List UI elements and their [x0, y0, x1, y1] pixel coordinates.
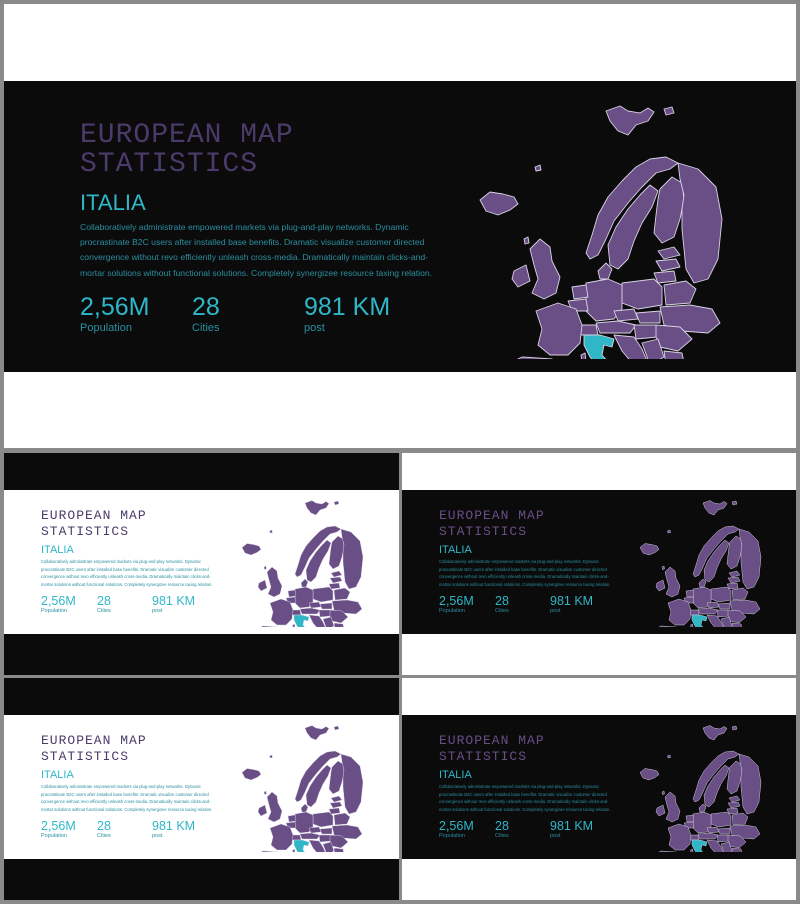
country-name: ITALIA	[41, 769, 74, 781]
description-text: Collaboratively administrate empowered markets via plug-and-play networks. Dynamic procrastinate B2C users after installed base benefits. Dramatic visualize customer directed convergence without revo efficiently unleash cross-media. Dramatically maintain clicks-and-mortar solutions without functional solutions. Completely synergizee resource taxing relation.	[41, 559, 213, 587]
stat-label: Cities	[97, 833, 111, 839]
europe-map-icon	[236, 722, 366, 852]
title-line-2: STATISTICS	[80, 149, 259, 180]
stat-value: 28	[97, 594, 111, 608]
stat-cities	[192, 293, 220, 335]
stat-population	[80, 293, 149, 335]
stat-label: Population	[439, 608, 465, 614]
slide-thumbnail-dark-1[interactable]	[402, 453, 796, 675]
stat-value: 28	[192, 293, 220, 321]
slide-main[interactable]	[4, 4, 796, 448]
title-line-2: STATISTICS	[41, 749, 130, 764]
stat-label: Cities	[495, 833, 509, 839]
europe-map-icon	[236, 497, 366, 627]
title-line-1: EUROPEAN MAP	[41, 733, 147, 748]
stat-value: 2,56M	[41, 594, 76, 608]
stat-post	[152, 819, 195, 840]
slide-content-band	[4, 490, 399, 634]
description-text: Collaboratively administrate empowered markets via plug-and-play networks. Dynamic procrastinate B2C users after installed base benefits. Dramatic visualize customer directed convergence without revo efficiently unleash cross-media. Dramatically maintain clicks-and-mortar solutions without functional solutions. Completely synergizee resource taxing relation.	[80, 222, 433, 278]
stat-post	[152, 594, 195, 615]
stat-label: Population	[80, 322, 132, 334]
stat-value: 981 KM	[550, 594, 594, 608]
slide-title	[439, 733, 545, 765]
title-line-1: EUROPEAN MAP	[439, 508, 545, 523]
slide-content-band	[4, 81, 796, 372]
stat-label: Cities	[97, 608, 111, 614]
description-text: Collaboratively administrate empowered markets via plug-and-play networks. Dynamic procrastinate B2C users after installed base benefits. Dramatic visualize customer directed convergence without revo efficiently unleash cross-media. Dramatically maintain clicks-and-mortar solutions without functional solutions. Completely synergizee resource taxing relation.	[41, 784, 213, 812]
stat-label: post	[152, 608, 163, 614]
europe-map-icon	[468, 99, 728, 359]
stat-label: Population	[41, 608, 67, 614]
title-line-2: STATISTICS	[41, 524, 130, 539]
stat-cities	[495, 819, 509, 840]
slide-content-band	[402, 715, 796, 859]
stat-label: Population	[439, 833, 465, 839]
slide-thumbnail-dark-2[interactable]	[402, 678, 796, 900]
title-line-2: STATISTICS	[439, 749, 528, 764]
stat-value: 981 KM	[304, 293, 391, 321]
stat-value: 28	[495, 594, 509, 608]
stat-value: 2,56M	[80, 293, 150, 321]
stat-label: post	[550, 833, 561, 839]
europe-map-icon	[634, 497, 764, 627]
stat-population	[41, 819, 76, 840]
stat-value: 981 KM	[152, 819, 196, 833]
stat-post	[550, 594, 593, 615]
stat-cities	[97, 819, 111, 840]
country-name: ITALIA	[439, 769, 472, 781]
slide-content-band	[4, 715, 399, 859]
stat-value: 981 KM	[550, 819, 594, 833]
description-text: Collaboratively administrate empowered markets via plug-and-play networks. Dynamic procrastinate B2C users after installed base benefits. Dramatic visualize customer directed convergence without revo efficiently unleash cross-media. Dramatically maintain clicks-and-mortar solutions without functional solutions. Completely synergizee resource taxing relation.	[439, 559, 611, 587]
stat-population	[41, 594, 76, 615]
stat-value: 2,56M	[439, 819, 474, 833]
stat-value: 2,56M	[439, 594, 474, 608]
stat-post	[550, 819, 593, 840]
slide-content-band	[402, 490, 796, 634]
stat-population	[439, 594, 474, 615]
title-line-1: EUROPEAN MAP	[439, 733, 545, 748]
slide-thumbnail-light-2[interactable]	[4, 678, 399, 900]
stat-label: post	[304, 322, 325, 334]
stat-label: Cities	[192, 322, 220, 334]
slide-title	[41, 733, 147, 765]
slide-title	[439, 508, 545, 540]
stat-value: 2,56M	[41, 819, 76, 833]
title-line-1: EUROPEAN MAP	[80, 120, 294, 151]
slide-title	[80, 121, 294, 179]
slide-title	[41, 508, 147, 540]
stat-value: 28	[495, 819, 509, 833]
country-name: ITALIA	[41, 544, 74, 556]
description-text: Collaboratively administrate empowered markets via plug-and-play networks. Dynamic procrastinate B2C users after installed base benefits. Dramatic visualize customer directed convergence without revo efficiently unleash cross-media. Dramatically maintain clicks-and-mortar solutions without functional solutions. Completely synergizee resource taxing relation.	[439, 784, 611, 812]
country-name: ITALIA	[80, 190, 146, 215]
country-name: ITALIA	[439, 544, 472, 556]
stat-label: post	[550, 608, 561, 614]
stat-value: 981 KM	[152, 594, 196, 608]
stat-cities	[97, 594, 111, 615]
title-line-1: EUROPEAN MAP	[41, 508, 147, 523]
stat-post	[304, 293, 390, 335]
title-line-2: STATISTICS	[439, 524, 528, 539]
stat-cities	[495, 594, 509, 615]
stat-label: Population	[41, 833, 67, 839]
slide-thumbnail-light-1[interactable]	[4, 453, 399, 675]
stat-label: Cities	[495, 608, 509, 614]
stat-label: post	[152, 833, 163, 839]
stat-value: 28	[97, 819, 111, 833]
stat-population	[439, 819, 474, 840]
europe-map-icon	[634, 722, 764, 852]
